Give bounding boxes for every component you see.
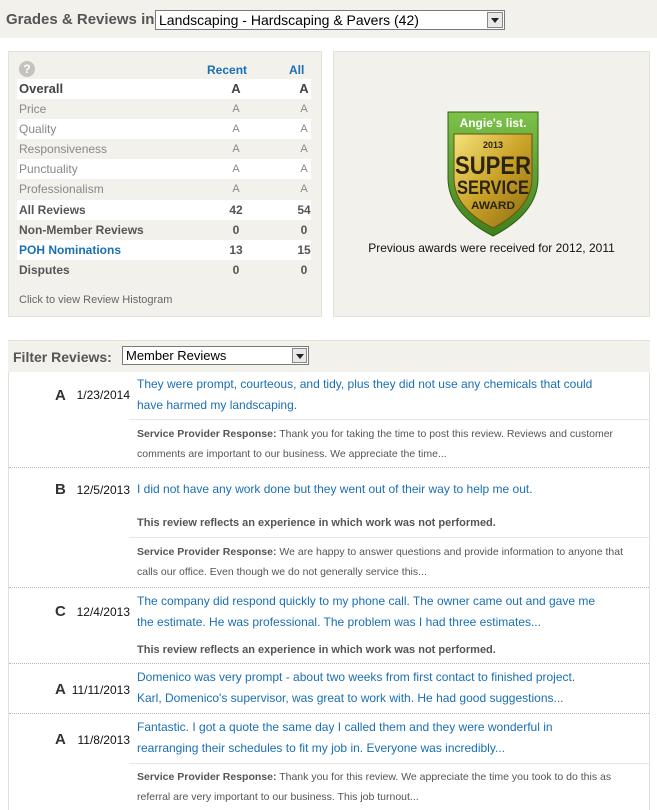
grade-row-poh-nominations[interactable] (17, 240, 311, 260)
grade-row-responsiveness (17, 139, 311, 159)
header-title: Grades & Reviews in (6, 11, 155, 28)
grade-label: Professionalism (19, 182, 104, 196)
grade-all: A (300, 143, 308, 155)
grade-recent: A (232, 183, 240, 195)
review-item (9, 664, 649, 713)
grade-all: 54 (297, 203, 311, 217)
grade-recent: A (232, 143, 240, 155)
help-icon[interactable]: ? (19, 61, 35, 77)
grade-row-quality (17, 119, 311, 139)
divider (129, 537, 649, 538)
grades-header (0, 0, 657, 38)
response-label: Service Provider Response: (137, 546, 277, 558)
filter-select-value: Member Reviews (126, 348, 227, 363)
review-grade: B (55, 481, 66, 498)
chevron-down-icon[interactable] (292, 348, 307, 363)
grade-recent: 0 (232, 263, 240, 277)
award-line1: SUPER (455, 152, 531, 180)
grade-all: A (300, 103, 308, 115)
divider (129, 419, 649, 420)
award-caption: Previous awards were received for 2012, 2011 (368, 241, 615, 255)
grade-label: Responsiveness (19, 142, 108, 156)
review-text-link[interactable]: Domenico was very prompt - about two weeks from first contact to finished project. Karl, Domenico's supervisor, was great to work with. He had good suggestions... (137, 670, 576, 705)
response-label: Service Provider Response: (137, 428, 277, 440)
grade-label: Price (19, 102, 47, 116)
response-label: Service Provider Response: (137, 771, 277, 783)
review-grade: A (55, 387, 66, 404)
grade-recent: A (231, 81, 241, 96)
award-year: 2013 (482, 140, 504, 150)
grade-all: A (300, 123, 308, 135)
review-item (9, 372, 649, 467)
review-date: 1/23/2014 (76, 388, 130, 402)
grade-row-punctuality (17, 159, 311, 179)
review-grade: A (55, 731, 66, 748)
grade-recent: 13 (229, 243, 243, 257)
grade-label: All Reviews (19, 203, 86, 217)
response-text: Thank you for taking the time to post this review. Reviews and customer comments are important to our business. We appreciate the time... (137, 428, 614, 460)
col-all-header[interactable]: All (289, 63, 305, 77)
grades-panel (8, 51, 322, 317)
grade-label: Non-Member Reviews (19, 223, 144, 237)
grade-recent: 0 (232, 223, 240, 237)
grade-label: Overall (19, 81, 64, 96)
grade-row-price (17, 99, 311, 119)
divider (129, 763, 649, 764)
review-text-link[interactable]: The company did respond quickly to my phone call. The owner came out and gave me the estimate. He was professional. The problem was I had three estimates... (137, 594, 596, 629)
award-panel (333, 51, 650, 317)
response-text: Thank you for this review. We appreciate the time you took to do this as referral are very important to our business. This job turnout... (137, 771, 612, 803)
review-item (9, 588, 649, 663)
category-select[interactable] (155, 10, 505, 30)
review-item (9, 468, 649, 587)
grade-row-overall (17, 79, 311, 99)
review-item (9, 714, 649, 810)
grade-all: 0 (300, 263, 308, 277)
review-date: 12/4/2013 (76, 605, 130, 619)
review-grade: A (55, 681, 66, 698)
review-text-link[interactable]: Fantastic. I got a quote the same day I called them and they were wonderful in rearranging their schedules to fit my job in. Everyone was incredibly... (137, 720, 553, 755)
grade-row-non-member-reviews (17, 220, 311, 240)
category-select-value: Landscaping - Hardscaping & Pavers (42) (159, 12, 419, 28)
grade-all: 15 (297, 243, 311, 257)
award-brand: Angie's list. (459, 116, 527, 130)
review-histogram-link[interactable]: Click to view Review Histogram (19, 294, 173, 306)
no-work-performed-note: This review reflects an experience in which work was not performed. (137, 644, 496, 656)
review-date: 12/5/2013 (76, 483, 130, 497)
super-service-award-badge-icon (443, 108, 543, 238)
grade-row-disputes (17, 260, 311, 280)
grade-row-all-reviews (17, 200, 311, 220)
chevron-down-icon[interactable] (487, 12, 503, 28)
filter-reviews-select[interactable] (122, 346, 309, 365)
poh-nominations-link[interactable]: POH Nominations (19, 243, 122, 257)
grade-recent: 42 (229, 203, 243, 217)
grade-recent: A (232, 163, 240, 175)
review-text-link[interactable]: I did not have any work done but they went out of their way to help me out. (137, 482, 533, 496)
provider-response (137, 767, 645, 807)
grade-row-professionalism (17, 179, 311, 199)
review-grade: C (55, 603, 66, 620)
grade-label: Disputes (19, 263, 70, 277)
provider-response (137, 542, 645, 582)
award-line3: AWARD (471, 200, 516, 212)
no-work-performed-note: This review reflects an experience in which work was not performed. (137, 517, 496, 529)
review-text-link[interactable]: They were prompt, courteous, and tidy, plus they did not use any chemicals that could have harmed my landscaping. (137, 377, 593, 412)
grade-label: Punctuality (19, 162, 78, 176)
award-line2: SERVICE (457, 178, 529, 199)
response-text: We are happy to answer questions and provide information to anyone that calls our office. Even though we do not generally service this... (137, 546, 624, 578)
reviews-list (8, 372, 650, 810)
filter-label: Filter Reviews: (13, 349, 112, 365)
grade-label: Quality (19, 122, 57, 136)
provider-response (137, 424, 645, 464)
grade-all: 0 (300, 223, 308, 237)
col-recent-header[interactable]: Recent (207, 63, 248, 77)
review-date: 11/11/2013 (71, 683, 130, 697)
grade-all: A (300, 163, 308, 175)
grade-all: A (300, 183, 308, 195)
grade-recent: A (232, 123, 240, 135)
review-date: 11/8/2013 (77, 733, 130, 747)
grade-all: A (299, 81, 309, 96)
filter-bar (8, 340, 650, 372)
grade-recent: A (232, 103, 240, 115)
